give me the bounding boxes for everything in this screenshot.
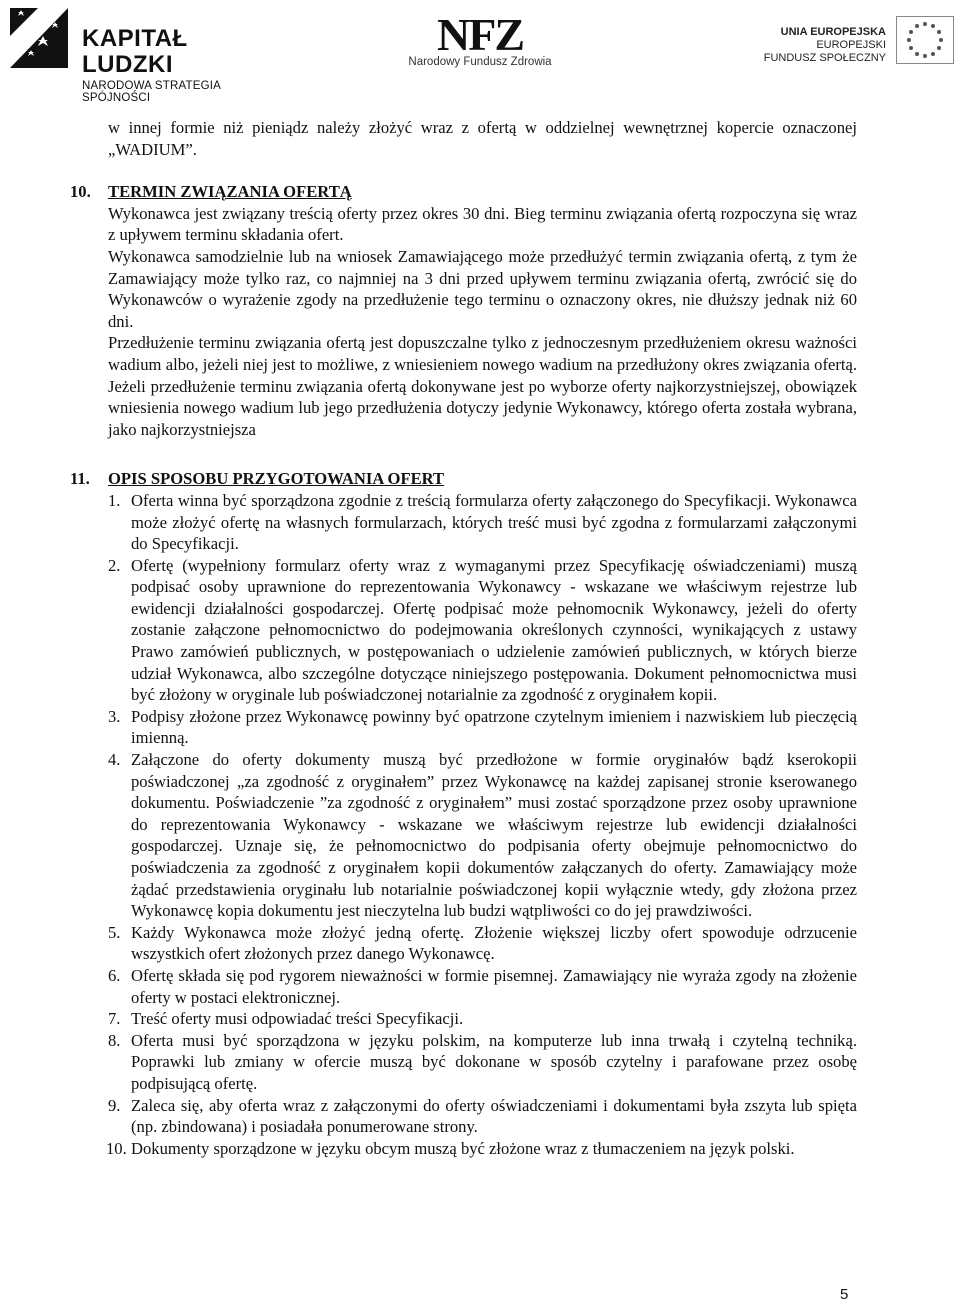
ue-logo	[760, 10, 956, 70]
kapital-ludzki-logo	[8, 6, 268, 104]
list-item: 5. Każdy Wykonawca może złożyć jedną ofertę. Złożenie większej liczby ofert spowoduje odrzucenie wszystkich ofert złożonych przez danego Wykonawcę.	[108, 922, 857, 964]
list-item: 2. Ofertę (wypełniony formularz oferty wraz z wymaganymi przez Specyfikację oświadczeniami) muszą podpisać osoby uprawnione do reprezentowania Wykonawcy - wskazane we właściwym rejestrze lub ewidencji działalności gospodarczej. Ofertę podpisać może pełnomocnik Wykonawcy, jeżeli do oferty zostanie załączone pełnomocnictwo do podejmowania określonych czynności, wynikających z ustawy Prawo zamówień publicznych, w postępowaniach o udzielenie zamówień publicznych, w których bierze udział Wykonawca, albo szczególne dotyczące niniejszego postępowania. Dokument pełnomocnictwa musi być złożony w oryginale lub poświadczonej notarialnie za zgodność z oryginałem kopii.	[108, 555, 857, 705]
kl-subtitle: NARODOWA STRATEGIA SPÓJNOŚCI	[82, 80, 221, 104]
section-10	[70, 181, 857, 203]
ue-line2: EUROPEJSKI	[816, 39, 886, 51]
list-item: 4. Załączone do oferty dokumenty muszą być przedłożone w formie oryginałów bądź kserokopii poświadczonej „za zgodność z oryginałem” przez Wykonawcę na każdej zapisanej stronie kserowanego dokumentu. Poświadczenie ”za zgodność z oryginałem” musi zostać sporządzone przez osoby uprawnione do reprezentowania Wykonawcy - wskazane we właściwym rejestrze lub ewidencji działalności gospodarczej. Uznaje się, że pełnomocnictwo do podpisania oferty obejmuje pełnomocnictwo do poświadczenia za zgodność z oryginałem kopii dokumentów załączanych do oferty. Zamawiający może żądać przedstawienia oryginału lub notarialnie poświadczonej kopii wyłącznie wtedy, gdy złożona przez Wykonawcę kopia dokumentu jest nieczytelna lub budzi wątpliwości co do jej prawdziwości.	[108, 750, 857, 921]
nfz-logo-mark-icon	[400, 10, 560, 56]
kapital-ludzki-emblem-icon	[8, 6, 70, 70]
list-item: 3. Podpisy złożone przez Wykonawcę powinny być opatrzone czytelnym imieniem i nazwiskiem lub pieczęcią imienną.	[108, 706, 857, 748]
page-number: 5	[840, 1286, 849, 1303]
section-10-paragraph-1: Wykonawca jest związany treścią oferty przez okres 30 dni. Bieg terminu związania ofertą rozpoczyna się wraz z upływem terminu składania ofert.	[108, 203, 857, 245]
section-10-number: 10.	[70, 182, 91, 202]
eu-flag-icon	[896, 16, 954, 64]
ue-line3: FUNDUSZ SPOŁECZNY	[763, 52, 886, 64]
section-11-title: OPIS SPOSOBU PRZYGOTOWANIA OFERT	[108, 469, 445, 489]
list-item: 9. Zaleca się, aby oferta wraz z załączonymi do oferty oświadczeniami i dokumentami była zszyta lub spięta (np. zbindowana) i posiadała ponumerowane strony.	[108, 1095, 857, 1137]
list-item: 6. Ofertę składa się pod rygorem nieważności w formie pisemnej. Zamawiający nie wyraża zgody na złożenie oferty w postaci elektronicznej.	[108, 965, 857, 1007]
nfz-logo	[400, 10, 560, 76]
page-header	[0, 0, 960, 104]
list-item: 7. Treść oferty musi odpowiadać treści Specyfikacji.	[108, 1009, 464, 1029]
section-11	[70, 468, 857, 490]
section-11-number: 11.	[70, 469, 90, 489]
document-body	[70, 117, 857, 1159]
ue-line1: UNIA EUROPEJSKA	[780, 26, 886, 38]
list-item: 8. Oferta musi być sporządzona w języku polskim, na komputerze lub inna trwałą i czytelną techniką. Poprawki lub zmiany w ofercie muszą być dokonane w sposób czytelny i parafowane przez osobę podpisującą ofertę.	[108, 1030, 857, 1093]
section-10-paragraph-3: Przedłużenie terminu związania ofertą jest dopuszczalne tylko z jednoczesnym przedłużeniem okresu ważności wadium albo, jeżeli niej jest to możliwe, z wniesieniem nowego wadium na przedłużony okres związania ofertą. Jeżeli przedłużenie terminu związania ofertą dokonywane jest po wyborze oferty najkorzystniejszej, obowiązek wniesienia nowego wadium lub jego przedłużenia dotyczy jedynie Wykonawcy, którego oferta została wybrana, jako najkorzystniejsza	[108, 333, 857, 439]
section-10-title: TERMIN ZWIĄZANIA OFERTĄ	[108, 182, 352, 202]
list-item: 10. Dokumenty sporządzone w języku obcym muszą być złożone wraz z tłumaczeniem na język polski.	[106, 1138, 795, 1158]
section-10-paragraph-2: Wykonawca samodzielnie lub na wniosek Zamawiającego może przedłużyć termin związania ofertą, z tym że Zamawiający może tylko raz, co najmniej na 3 dni przed upływem terminu związania ofertą, zwrócić się do Wykonawców o wyrażenie zgody na przedłużenie tego terminu o oznaczony okres, nie dłuższy jednak niż 60 dni.	[108, 246, 857, 331]
list-item: 1. Oferta winna być sporządzona zgodnie z treścią formularza oferty załączonego do Specyfikacji. Wykonawca może złożyć ofertę na własnych formularzach, których treść musi być zgodna z formularzami załączonymi do Specyfikacji.	[108, 490, 857, 554]
section-11-list	[108, 490, 857, 1159]
nfz-subtitle: Narodowy Fundusz Zdrowia	[408, 56, 552, 68]
kl-title: KAPITAŁ LUDZKI	[82, 25, 188, 78]
intro-paragraph: w innej formie niż pieniądz należy złożyć wraz z ofertą w oddzielnej wewnętrznej kopercie oznaczonej „WADIUM”.	[108, 118, 857, 159]
nfz-logo-text: NFZ	[437, 10, 523, 56]
